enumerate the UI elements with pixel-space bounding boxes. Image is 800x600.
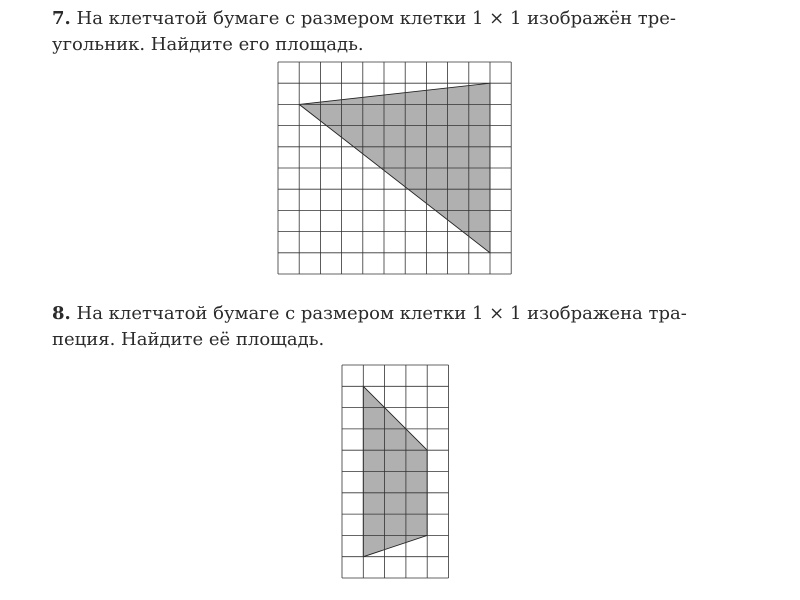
problem-7-line1: На клетчатой бумаге с размером клетки 1 × 1 изображён тре-: [76, 8, 676, 29]
problem-8-line2: пеция. Найдите её площадь.: [52, 329, 325, 350]
problem-8-line1: На клетчатой бумаге с размером клетки 1 × 1 изображена тра-: [76, 303, 687, 324]
problem-8-number: 8.: [52, 303, 71, 324]
problem-7-number: 7.: [52, 8, 71, 29]
problem-7-line2: угольник. Найдите его площадь.: [52, 34, 364, 55]
